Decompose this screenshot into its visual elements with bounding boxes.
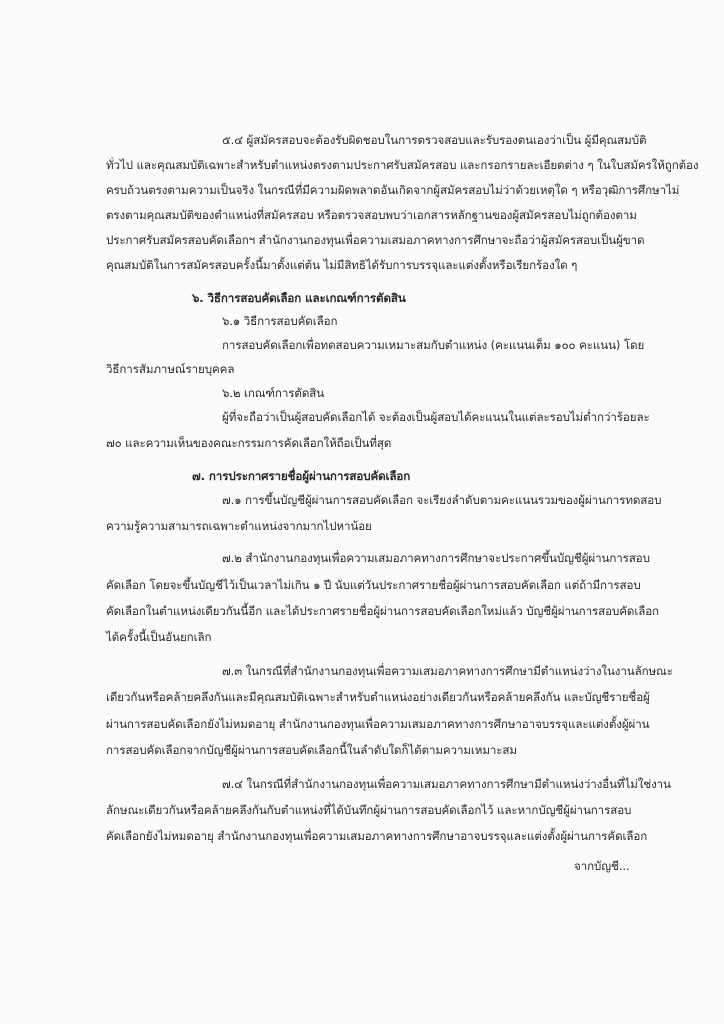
section-6-2-title: ๖.๒ เกณฑ์การตัดสิน xyxy=(222,386,325,400)
para-7-2-line: ได้ครั้งนี้เป็นอันยกเลิก xyxy=(106,630,212,644)
para-5-4-line: คุณสมบัติในการสมัครสอบครั้งนี้มาตั้งแต่ต้น ไม่มีสิทธิได้รับการบรรจุและแต่งตั้งหรือเรียกร้องใด ๆ xyxy=(106,258,578,272)
section-6-1-text: วิธีการสัมภาษณ์รายบุคคล xyxy=(106,362,235,376)
para-7-1-line: ๗.๑ การขึ้นบัญชีผู้ผ่านการสอบคัดเลือก จะเรียงลำดับตามคะแนนรวมของผู้ผ่านการทดสอบ xyxy=(222,493,662,507)
para-7-1-line: ความรู้ความสามารถเฉพาะตำแหน่งจากมากไปหาน้อย xyxy=(106,519,372,533)
para-7-3-line: การสอบคัดเลือกจากบัญชีผู้ผ่านการสอบคัดเลือกนี้ในลำดับใดก็ได้ตามความเหมาะสม xyxy=(106,743,517,757)
para-5-4-line: ทั่วไป และคุณสมบัติเฉพาะสำหรับตำแหน่งตรงตามประกาศรับสมัครสอบ และกรอกรายละเอียดต่าง ๆ ในใบสมัครให้ถูกต้อง xyxy=(106,158,699,172)
para-7-4-line: คัดเลือกยังไม่หมดอายุ สำนักงานกองทุนเพื่อความเสมอภาคทางการศึกษาอาจบรรจุและแต่งตั้งผู้ผ่านการคัดเลือก xyxy=(106,829,648,843)
section-6-1-text: การสอบคัดเลือกเพื่อทดสอบความเหมาะสมกับตำแหน่ง (คะแนนเต็ม ๑๐๐ คะแนน) โดย xyxy=(222,338,645,352)
para-7-4-line: ๗.๔ ในกรณีที่สำนักงานกองทุนเพื่อความเสมอภาคทางการศึกษามีตำแหน่งว่างอื่นที่ไม่ใช่งาน xyxy=(222,777,671,791)
para-7-3-line: เดียวกันหรือคล้ายคลึงกันและมีคุณสมบัติเฉพาะสำหรับตำแหน่งอย่างเดียวกันหรือคล้ายคลึงกัน และบัญชีรายชื่อผู้ xyxy=(106,690,650,704)
para-5-4-line: ตรงตามคุณสมบัติของตำแหน่งที่สมัครสอบ หรือตรวจสอบพบว่าเอกสารหลักฐานของผู้สมัครสอบไม่ถูกต้องตาม xyxy=(106,208,637,222)
section-6-2-text: ผู้ที่จะถือว่าเป็นผู้สอบคัดเลือกได้ จะต้องเป็นผู้สอบได้คะแนนในแต่ละรอบไม่ต่ำกว่าร้อยละ xyxy=(222,410,650,424)
para-7-2-line: ๗.๒ สำนักงานกองทุนเพื่อความเสมอภาคทางการศึกษาจะประกาศขึ้นบัญชีผู้ผ่านการสอบ xyxy=(222,551,650,565)
para-5-4-line: ครบถ้วนตรงตามความเป็นจริง ในกรณีที่มีความผิดพลาดอันเกิดจากผู้สมัครสอบไม่ว่าด้วยเหตุใด ๆ หรือวุฒิการศึกษาไม่ xyxy=(106,183,680,197)
para-7-4-line: ลักษณะเดียวกันหรือคล้ายคลึงกันกับตำแหน่งที่ได้บันทึกผู้ผ่านการสอบคัดเลือกไว้ และหากบัญชีผู้ผ่านการสอบ xyxy=(106,803,632,817)
section-7-heading: ๗. การประกาศรายชื่อผู้ผ่านการสอบคัดเลือก xyxy=(192,469,411,483)
section-6-2-text: ๗๐ และความเห็นของคณะกรรมการคัดเลือกให้ถือเป็นที่สุด xyxy=(106,436,392,450)
para-7-2-line: คัดเลือกในตำแหน่งเดียวกันนี้อีก และได้ประกาศรายชื่อผู้ผ่านการสอบคัดเลือกใหม่แล้ว บัญชีผู้ผ่านการสอบคัดเลือก xyxy=(106,604,659,618)
section-6-heading: ๖. วิธีการสอบคัดเลือก และเกณฑ์การตัดสิน xyxy=(192,291,406,305)
para-7-3-line: ผ่านการสอบคัดเลือกยังไม่หมดอายุ สำนักงานกองทุนเพื่อความเสมอภาคทางการศึกษาอาจบรรจุและแต่งตั้งผู้ผ่าน xyxy=(106,717,650,731)
section-6-1-title: ๖.๑ วิธีการสอบคัดเลือก xyxy=(222,314,338,328)
para-5-4-line: ๕.๔ ผู้สมัครสอบจะต้องรับผิดชอบในการตรวจสอบและรับรองตนเองว่าเป็น ผู้มีคุณสมบัติ xyxy=(222,133,647,147)
continuation-note: จากบัญชี... xyxy=(574,859,630,873)
para-7-3-line: ๗.๓ ในกรณีที่สำนักงานกองทุนเพื่อความเสมอภาคทางการศึกษามีตำแหน่งว่างในงานลักษณะ xyxy=(222,664,673,678)
para-5-4-line: ประกาศรับสมัครสอบคัดเลือกฯ สำนักงานกองทุนเพื่อความเสมอภาคทางการศึกษาจะถือว่าผู้สมัครสอบเป็นผู้ขาด xyxy=(106,233,645,247)
para-7-2-line: คัดเลือก โดยจะขึ้นบัญชีไว้เป็นเวลาไม่เกิน ๑ ปี นับแต่วันประกาศรายชื่อผู้ผ่านการสอบคัดเลือก แต่ถ้ามีการสอบ xyxy=(106,578,641,592)
